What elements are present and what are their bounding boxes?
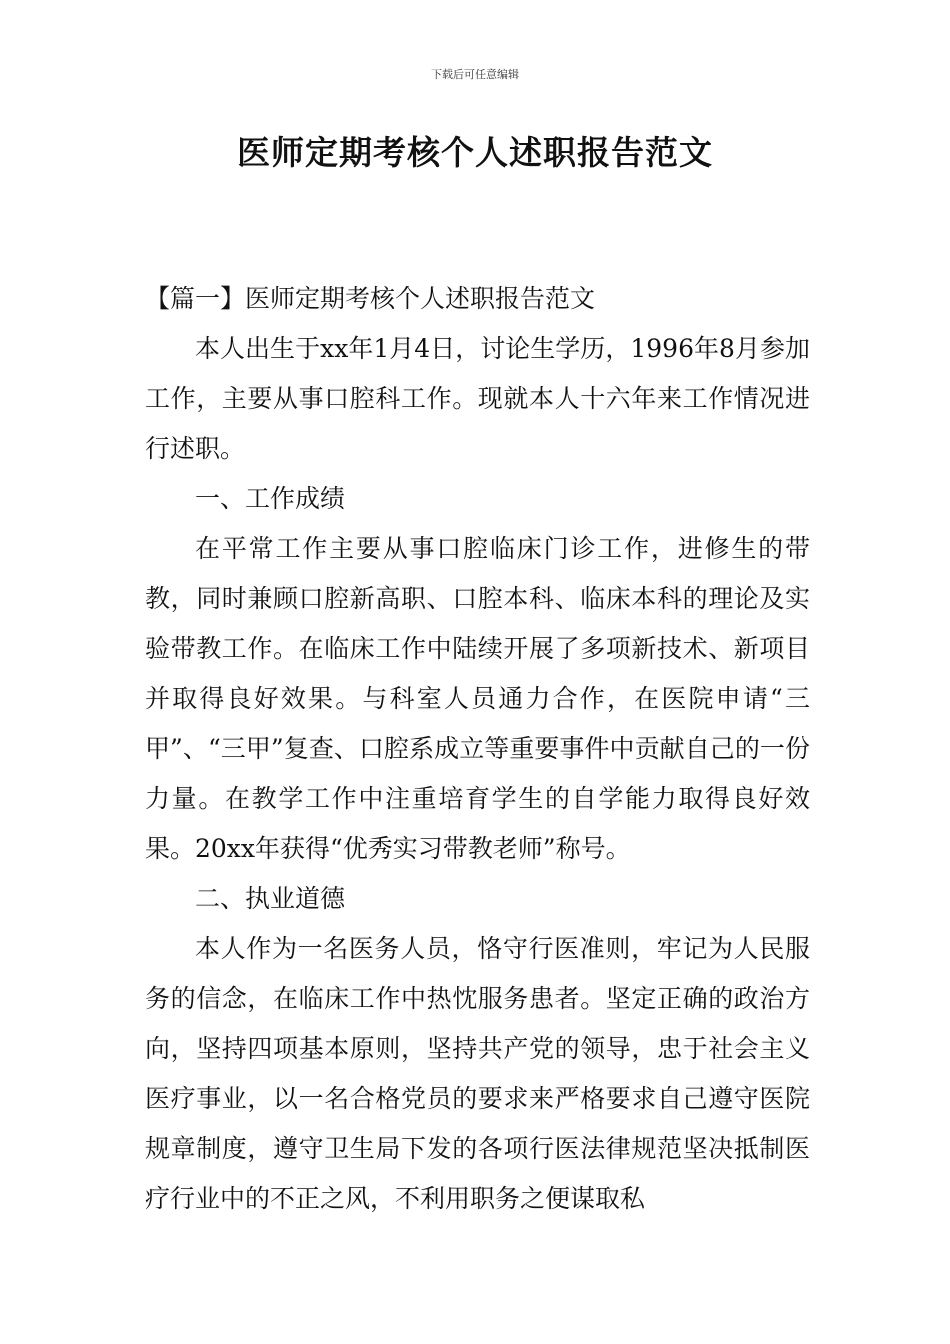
subheading-professional-ethics: 二、执业道德: [195, 884, 346, 913]
subheading-work-achievements: 一、工作成绩: [195, 484, 346, 513]
paragraph-work-achievements: 在平常工作主要从事口腔临床门诊工作，进修生的带教，同时兼顾口腔新高职、口腔本科、临床本科的理论及实验带教工作。在临床工作中陆续开展了多项新技术、新项目并取得良好效果。与科室人员通力合作，在医院申请“三甲”、“三甲”复查、口腔系成立等重要事件中贡献自己的一份力量。在教学工作中注重培育学生的自学能力取得良好效果。20xx年获得“优秀实习带教老师”称号。: [145, 534, 810, 863]
paragraph-professional-ethics: 本人作为一名医务人员，恪守行医准则，牢记为人民服务的信念，在临床工作中热忱服务患者。坚定正确的政治方向，坚持四项基本原则，坚持共产党的领导，忠于社会主义医疗事业，以一名合格党员的要求来严格要求自己遵守医院规章制度，遵守卫生局下发的各项行医法律规范坚决抵制医疗行业中的不正之风，不利用职务之便谋取私: [145, 934, 810, 1213]
header-note: 下载后可任意编辑: [431, 68, 519, 81]
section-heading: 【篇一】医师定期考核个人述职报告范文: [145, 284, 596, 313]
paragraph-intro: 本人出生于xx年1月4日，讨论生学历，1996年8月参加工作，主要从事口腔科工作。现就本人十六年来工作情况进行述职。: [145, 334, 810, 463]
document-body: [145, 274, 810, 1224]
document-title: 医师定期考核个人述职报告范文: [237, 133, 713, 172]
